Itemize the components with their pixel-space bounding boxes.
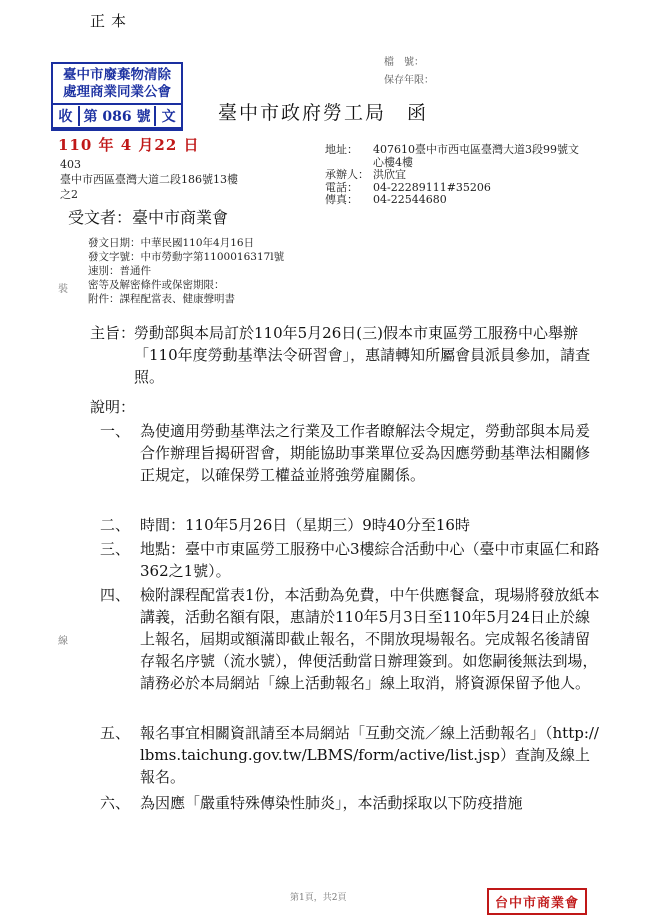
subject-label: 主旨： xyxy=(90,324,136,342)
retention-field: 保存年限： xyxy=(384,75,434,86)
item-text: 為因應「嚴重特殊傳染性肺炎」，本活動採取以下防疫措施 xyxy=(140,794,523,812)
item-number: 四、 xyxy=(100,586,131,604)
contact-key: 傳真： xyxy=(325,193,358,206)
explanation-item xyxy=(100,514,600,536)
document-title: 臺中市政府勞工局 函 xyxy=(218,102,429,124)
subject-text: 勞動部與本局訂於110年5月26日(三)假本市東區勞工服務中心舉辦「110年度勞動基準法令研習會」，惠請轉知所屬會員派員參加，請查照。 xyxy=(134,324,591,386)
explanation-label: 說明： xyxy=(90,398,136,416)
binding-mark: 線 xyxy=(58,636,68,647)
item-number: 一、 xyxy=(100,422,131,440)
issue-date: 發文日期：中華民國110年4月16日 xyxy=(88,237,255,249)
file-number-field: 檔 號： xyxy=(384,57,424,68)
stamp-number-row xyxy=(53,105,181,129)
contact-key: 承辦人： xyxy=(325,168,369,181)
file-fields xyxy=(384,54,434,90)
subject xyxy=(90,322,600,388)
item-text: 為使適用勞動基準法之行業及工作者瞭解法令規定，勞動部與本局爰合作辦理旨揭研習會，期能協助事業單位妥為因應勞動基準法相關修正規定，以確保勞工權益並將強勞雇關係。 xyxy=(140,422,591,484)
contact-value: 04-22544680 xyxy=(373,193,447,206)
footer-stamp: 台中市商業會 xyxy=(487,888,587,915)
contact-value: 04-22289111#35206 xyxy=(373,180,491,194)
receipt-date: 110 年 4 月22 日 xyxy=(58,136,200,154)
urgency: 速別：普通件 xyxy=(88,265,151,277)
stamp-cell: 第 086 號 xyxy=(80,106,156,126)
stamp-cell: 文 xyxy=(161,109,176,125)
document-number: 發文字號：中市勞動字第1100016317l號 xyxy=(88,251,285,263)
item-number: 三、 xyxy=(100,540,131,558)
page-number: 第1頁，共2頁 xyxy=(290,893,347,903)
contact-key: 電話： xyxy=(325,180,358,194)
recipient: 受文者：臺中市商業會 xyxy=(68,208,229,227)
item-text: 報名事宜相關資訊請至本局網站「互動交流／線上活動報名」（http://lbms.taichung.gov.tw/LBMS/form/active/list.jsp）查詢及線上報名。 xyxy=(140,724,599,786)
item-number: 六、 xyxy=(100,794,131,812)
contact-info xyxy=(325,144,588,207)
item-text: 檢附課程配當表1份，本活動為免費，中午供應餐盒，現場將發放紙本講義，活動名額有限，惠請於110年5月3日至110年5月24日止於線上報名，屆期或額滿即截止報名，不開放現場報名。完成報名後請留存報名序號（流水號），俾便活動當日辦理簽到。如您嗣後無法到場，請務必於本局網站「線上活動報名」線上取消，將資源保留予他人。 xyxy=(140,586,600,692)
stamp-cell: 收 xyxy=(53,106,80,126)
contact-key: 地址： xyxy=(325,143,358,156)
item-number: 五、 xyxy=(100,724,131,742)
explanation-item xyxy=(100,722,600,788)
item-text: 地點：臺中市東區勞工服務中心3樓綜合活動中心（臺中市東區仁和路362之1號）。 xyxy=(140,540,600,580)
binding-mark: 裝 xyxy=(58,284,68,295)
attachments: 附件：課程配當表、健康聲明書 xyxy=(88,293,235,305)
item-text: 時間：110年5月26日（星期三）9時40分至16時 xyxy=(140,516,470,534)
confidentiality: 密等及解密條件或保密期限： xyxy=(88,279,225,291)
contact-line xyxy=(325,169,588,182)
explanation-item xyxy=(100,584,600,694)
sender-address-line: 臺中市西區臺灣大道二段186號13樓 xyxy=(60,173,238,186)
sender-address-line: 之2 xyxy=(60,188,78,201)
contact-line xyxy=(325,194,588,207)
explanation-item xyxy=(100,538,600,582)
sender-zip: 403 xyxy=(60,158,81,171)
contact-value: 洪欣宜 xyxy=(373,168,406,181)
sender-address xyxy=(60,157,238,202)
explanation-item xyxy=(100,420,600,486)
document-meta xyxy=(88,236,284,306)
stamp-org-name: 臺中市廢棄物清除處理商業同業公會 xyxy=(53,64,181,105)
explanation-item xyxy=(100,792,600,814)
contact-line xyxy=(325,182,588,195)
contact-value: 407610臺中市西屯區臺灣大道3段99號文心樓4樓 xyxy=(373,143,579,169)
contact-line xyxy=(325,144,588,169)
item-number: 二、 xyxy=(100,516,131,534)
copy-mark: 正本 xyxy=(90,12,133,30)
receipt-stamp xyxy=(51,62,183,131)
